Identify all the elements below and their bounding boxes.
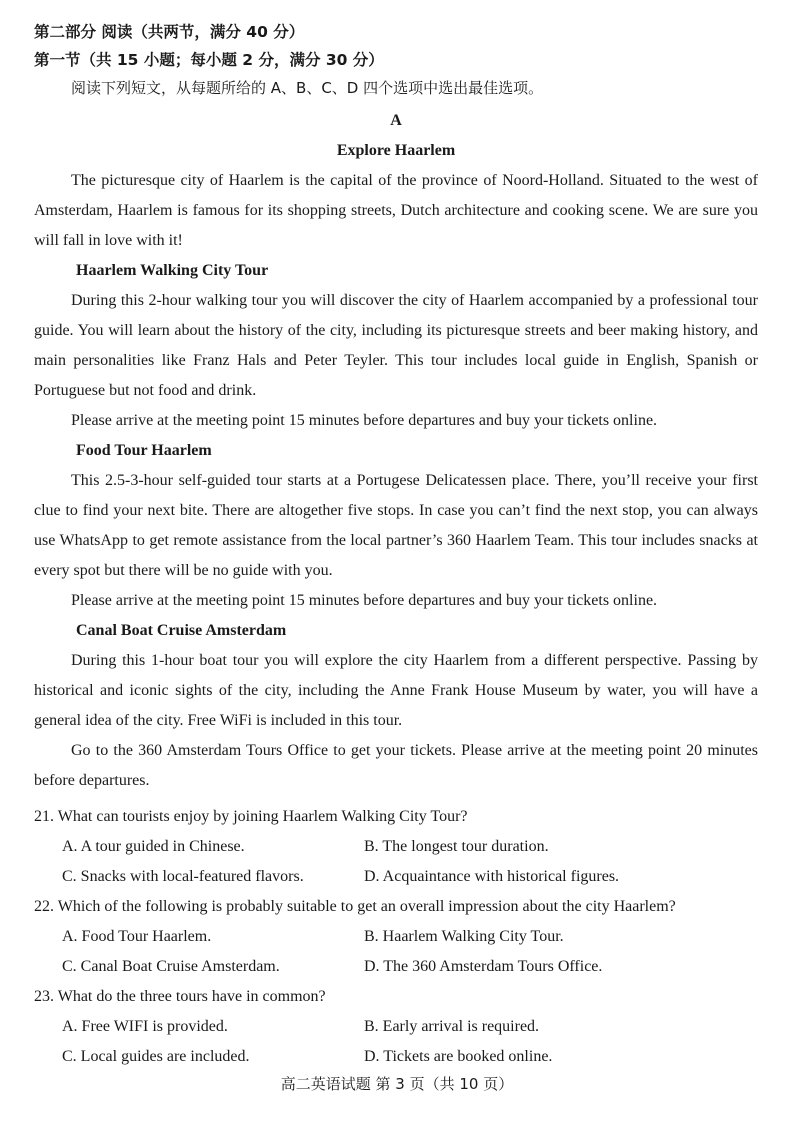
sub-title: 第一节（共 15 小题；每小题 2 分，满分 30 分） xyxy=(34,51,384,69)
section-header xyxy=(34,18,758,102)
option-a: A. Food Tour Haarlem. xyxy=(62,928,212,945)
option-c: C. Canal Boat Cruise Amsterdam. xyxy=(62,958,280,975)
tour-heading: Food Tour Haarlem xyxy=(76,442,212,459)
tour-note: Please arrive at the meeting point 15 minutes before departures and buy your tickets online. xyxy=(71,592,658,609)
tour-note: Please arrive at the meeting point 15 minutes before departures and buy your tickets online. xyxy=(71,412,658,429)
option-a: A. Free WIFI is provided. xyxy=(62,1018,228,1035)
question xyxy=(34,982,758,1072)
tour-body: During this 2-hour walking tour you will discover the city of Haarlem accompanied by a professional tour guide. You will learn about the history of the city, including its picturesque streets and beer making history, and main personalities like Franz Hals and Peter Teyler. This tour includes local guide in English, Spanish or Portuguese but not food and drink. xyxy=(34,292,758,399)
passage-intro: The picturesque city of Haarlem is the capital of the province of Noord-Holland. Situated to the west of Amsterdam, Haarlem is famous for its shopping streets, Dutch architecture and cooking scene. We are sure you will fall in love with it! xyxy=(34,172,758,249)
instructions: 阅读下列短文，从每题所给的 A、B、C、D 四个选项中选出最佳选项。 xyxy=(71,79,544,97)
tour-heading: Haarlem Walking City Tour xyxy=(76,262,269,279)
option-b: B. Early arrival is required. xyxy=(364,1018,540,1035)
option-d: D. Acquaintance with historical figures. xyxy=(364,868,620,885)
question xyxy=(34,892,758,982)
option-d: D. The 360 Amsterdam Tours Office. xyxy=(364,958,603,975)
option-c: C. Local guides are included. xyxy=(62,1048,250,1065)
option-b: B. The longest tour duration. xyxy=(364,838,549,855)
option-c: C. Snacks with local-featured flavors. xyxy=(62,868,304,885)
question xyxy=(34,802,758,892)
option-d: D. Tickets are booked online. xyxy=(364,1048,553,1065)
questions xyxy=(34,802,758,1072)
question-stem: 22. Which of the following is probably suitable to get an overall impression about the city Haarlem? xyxy=(34,898,676,915)
option-b: B. Haarlem Walking City Tour. xyxy=(364,928,564,945)
page-footer: 高二英语试题 第 3 页（共 10 页） xyxy=(280,1075,514,1093)
tour-heading: Canal Boat Cruise Amsterdam xyxy=(76,622,287,639)
passage-letter: A xyxy=(390,112,402,129)
tour-note: Go to the 360 Amsterdam Tours Office to get your tickets. Please arrive at the meeting point 20 minutes before departures. xyxy=(34,742,758,789)
question-stem: 21. What can tourists enjoy by joining Haarlem Walking City Tour? xyxy=(34,808,468,825)
tour-body: During this 1-hour boat tour you will explore the city Haarlem from a different perspective. Passing by historical and iconic sights of the city, including the Anne Frank House Museum by water, you will have a general idea of the city. Free WiFi is included in this tour. xyxy=(34,652,758,729)
option-a: A. A tour guided in Chinese. xyxy=(62,838,245,855)
passage-title: Explore Haarlem xyxy=(336,142,456,159)
passage xyxy=(34,106,758,796)
tour-body: This 2.5-3-hour self-guided tour starts at a Portugese Delicatessen place. There, you’ll receive your first clue to find your next bite. There are altogether five stops. In case you can’t find the next stop, you can always use WhatsApp to get remote assistance from the local partner’s 360 Haarlem Team. This tour includes snacks at every spot but there will be no guide with you. xyxy=(34,472,758,579)
part-title: 第二部分 阅读（共两节，满分 40 分） xyxy=(34,23,305,41)
question-stem: 23. What do the three tours have in common? xyxy=(34,988,326,1005)
